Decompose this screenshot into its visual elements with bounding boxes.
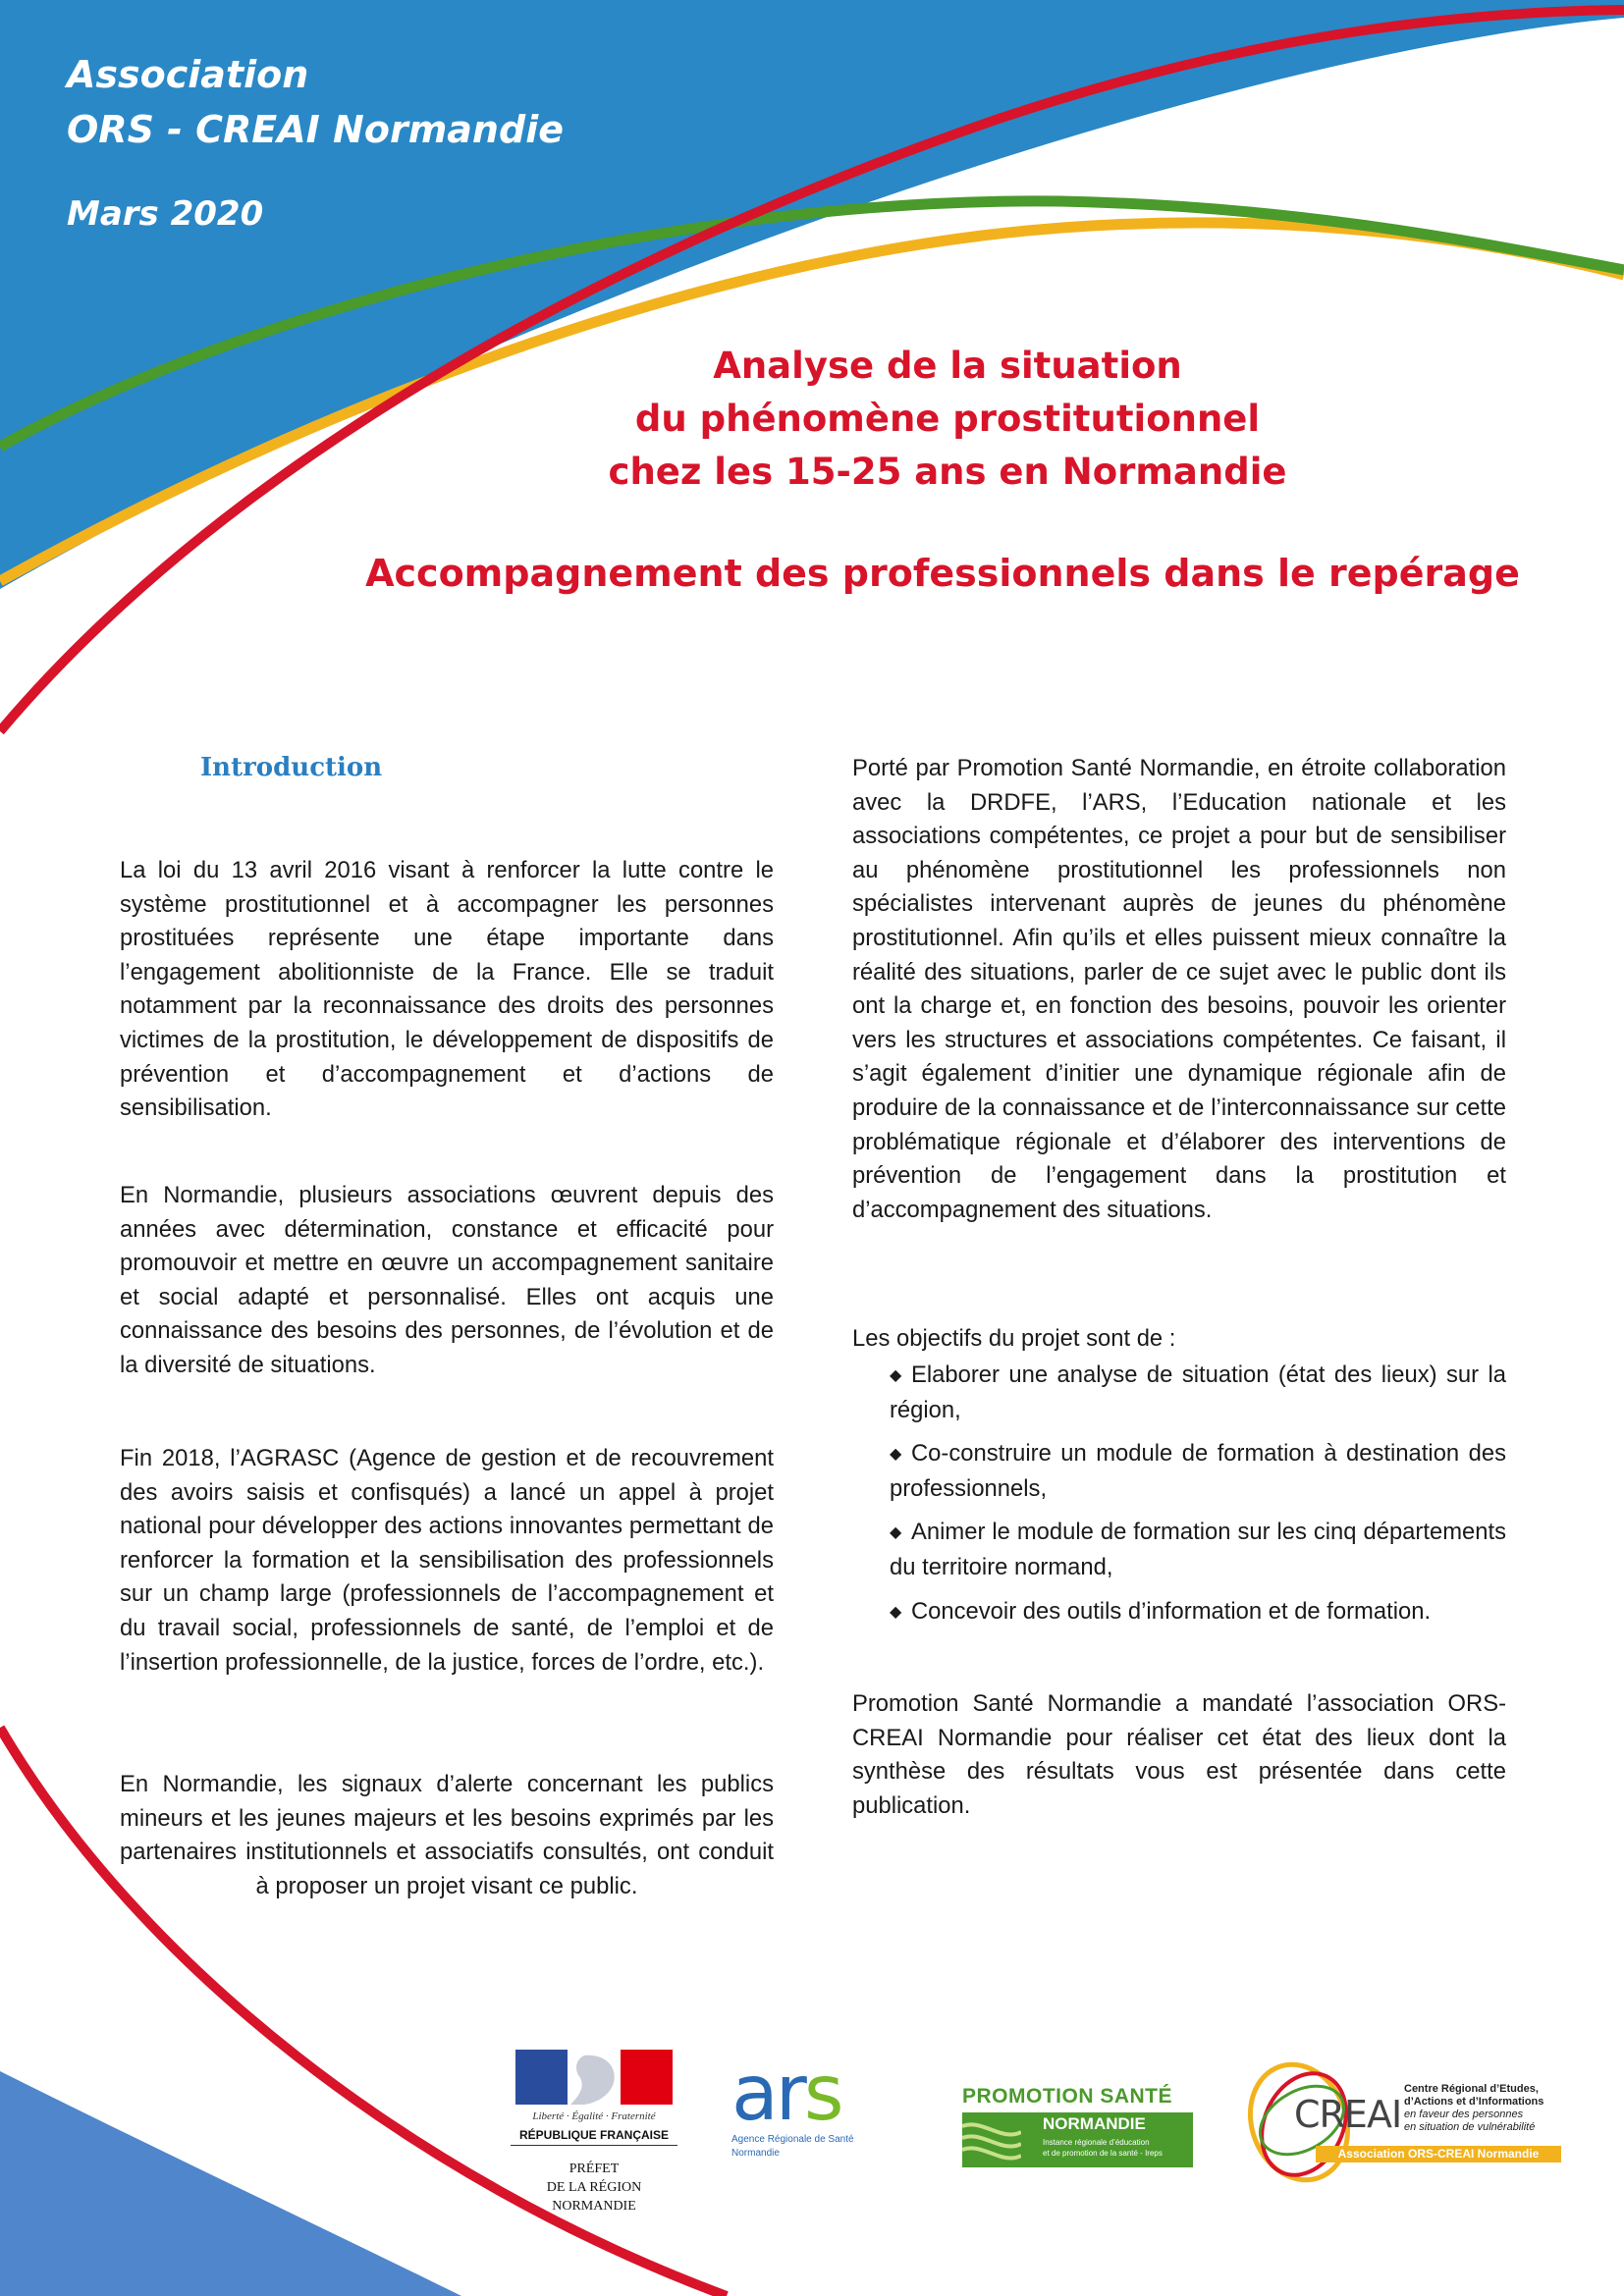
promotion-line-1: PROMOTION SANTÉ: [962, 2085, 1173, 2108]
objective-text: Co-construire un module de formation à destination des professionnels,: [890, 1440, 1506, 1502]
creai-wordmark: CREAI: [1294, 2093, 1402, 2136]
promotion-line-2: NORMANDIE: [1043, 2114, 1146, 2133]
title-line-3: chez les 15-25 ans en Normandie: [608, 451, 1287, 493]
intro-paragraph-4: En Normandie, les signaux d’alerte concernant les publics mineurs et les jeunes majeurs et les besoins exprimés par les partenaires institutionnels et associatifs consultés, ont conduit à proposer un projet visant ce public.: [120, 1771, 774, 1899]
prefet-republic: RÉPUBLIQUE FRANÇAISE: [511, 2128, 677, 2146]
ars-wordmark-s: s: [803, 2050, 841, 2138]
page-subtitle: Accompagnement des professionnels dans le repérage: [365, 552, 1520, 595]
prefet-line-1: PRÉFET: [568, 2162, 620, 2176]
diamond-bullet-icon: ◆: [890, 1446, 902, 1464]
organization-line-2: ORS - CREAI Normandie: [67, 108, 564, 151]
list-item: [890, 1359, 1506, 1427]
creai-banner: Association ORS-CREAI Normandie: [1316, 2146, 1561, 2163]
introduction-heading: Introduction: [200, 753, 383, 782]
publication-date: Mars 2020: [67, 194, 264, 234]
promotion-sante-normandie-logo: [962, 2085, 1198, 2183]
list-item: [890, 1595, 1506, 1630]
prefet-line-3: NORMANDIE: [552, 2199, 636, 2214]
ars-wordmark-ar: ar: [731, 2050, 804, 2138]
intro-paragraph-1: La loi du 13 avril 2016 visant à renforcer la lutte contre le système prostitutionnel et à accompagner les personnes prostituées représente une étape importante dans l’engagement abolitionniste de la France. Elle se traduit notamment par la reconnaissance des droits des personnes victimes de la prostitution, le développement de dispositifs de prévention et d’accompagnement et d’actions de sensibilisation.: [120, 857, 774, 1122]
creai-line-1: Centre Régional d’Etudes,: [1404, 2083, 1539, 2095]
ars-wordmark: [731, 2050, 841, 2138]
organization-name: [67, 47, 564, 157]
diamond-bullet-icon: ◆: [890, 1367, 902, 1384]
project-description-paragraph: Porté par Promotion Santé Normandie, en étroite collaboration avec la DRDFE, l’ARS, l’Education nationale et les associations compétentes, ce projet a pour but de sensibiliser au phénomène prostitutionnel les professionnels non spécialistes intervenant auprès de jeunes du phénomène prostitutionnel. Afin qu’ils et elles puissent mieux connaître la réalité des situations, parler de ce sujet avec le public dont ils ont la charge et, en fonction des besoins, pouvoir les orienter vers les structures et associations compétentes. Ce faisant, il s’agit également d’initier une dynamique régionale afin de produire de la connaissance et de l’interconnaissance sur cette problématique régionale et d’élaborer des interventions de prévention de l’engagement dans la prostitution et d’accompagnement des situations.: [852, 755, 1506, 1223]
list-item: [890, 1516, 1506, 1584]
diamond-bullet-icon: ◆: [890, 1524, 902, 1542]
promotion-green-block: [962, 2112, 1193, 2167]
ars-subtitle-2: Normandie: [731, 2148, 780, 2159]
objectives-list: [890, 1359, 1506, 1639]
mandate-paragraph: Promotion Santé Normandie a mandaté l’association ORS-CREAI Normandie pour réaliser cet état des lieux dont la synthèse des résultats vous est présentée dans cette publication.: [852, 1690, 1506, 1819]
prefet-line-2: DE LA RÉGION: [546, 2180, 642, 2195]
footer-blue-corner: [0, 2071, 461, 2296]
wave-stripes-icon: [962, 2112, 1021, 2167]
ars-subtitle-1: Agence Régionale de Santé: [731, 2134, 854, 2145]
promotion-sub-1: Instance régionale d’éducation: [1043, 2138, 1150, 2147]
creai-line-2: d’Actions et d’Informations: [1404, 2096, 1544, 2108]
objectives-intro: Les objectifs du projet sont de :: [852, 1325, 1176, 1352]
ars-normandie-logo: [731, 2050, 918, 2187]
intro-paragraph-3: Fin 2018, l’AGRASC (Agence de gestion et de recouvrement des avoirs saisis et confisqués) a lancé un appel à projet national pour développer des actions innovantes permettant de renforcer la formation et la sensibilisation des professionnels sur un champ large (professionnels de l’accompagnement et du travail social, professionnels de santé, de l’emploi et de l’insertion professionnelle, de la justice, forces de l’ordre, etc.).: [120, 1445, 774, 1676]
prefet-motto: Liberté · Égalité · Fraternité: [532, 2110, 656, 2122]
creai-description: [1404, 2083, 1543, 2134]
page-title: [491, 340, 1404, 499]
prefet-normandie-logo: [511, 2050, 677, 2226]
title-line-1: Analyse de la situation: [713, 345, 1182, 387]
objective-text: Elaborer une analyse de situation (état des lieux) sur la région,: [890, 1362, 1506, 1423]
promotion-sub-2: et de promotion de la santé - Ireps: [1043, 2149, 1163, 2158]
intro-paragraph-2: En Normandie, plusieurs associations œuvrent depuis des années avec détermination, constance et efficacité pour promouvoir et mettre en œuvre un accompagnement sanitaire et social adapté et personnalisé. Elles ont acquis une connaissance des besoins des personnes, de l’évolution et de la diversité de situations.: [120, 1182, 774, 1378]
marianne-icon: [515, 2050, 673, 2105]
creai-line-3: en faveur des personnes: [1404, 2109, 1524, 2120]
objective-text: Animer le module de formation sur les cinq départements du territoire normand,: [890, 1519, 1506, 1580]
objective-text: Concevoir des outils d’information et de formation.: [911, 1597, 1432, 1625]
list-item: [890, 1437, 1506, 1506]
organization-line-1: Association: [67, 53, 309, 96]
diamond-bullet-icon: ◆: [890, 1603, 902, 1621]
creai-line-4: en situation de vulnérabilité: [1404, 2121, 1536, 2133]
prefet-title: [511, 2160, 677, 2216]
creai-logo: [1245, 2054, 1569, 2201]
title-line-2: du phénomène prostitutionnel: [634, 398, 1261, 440]
